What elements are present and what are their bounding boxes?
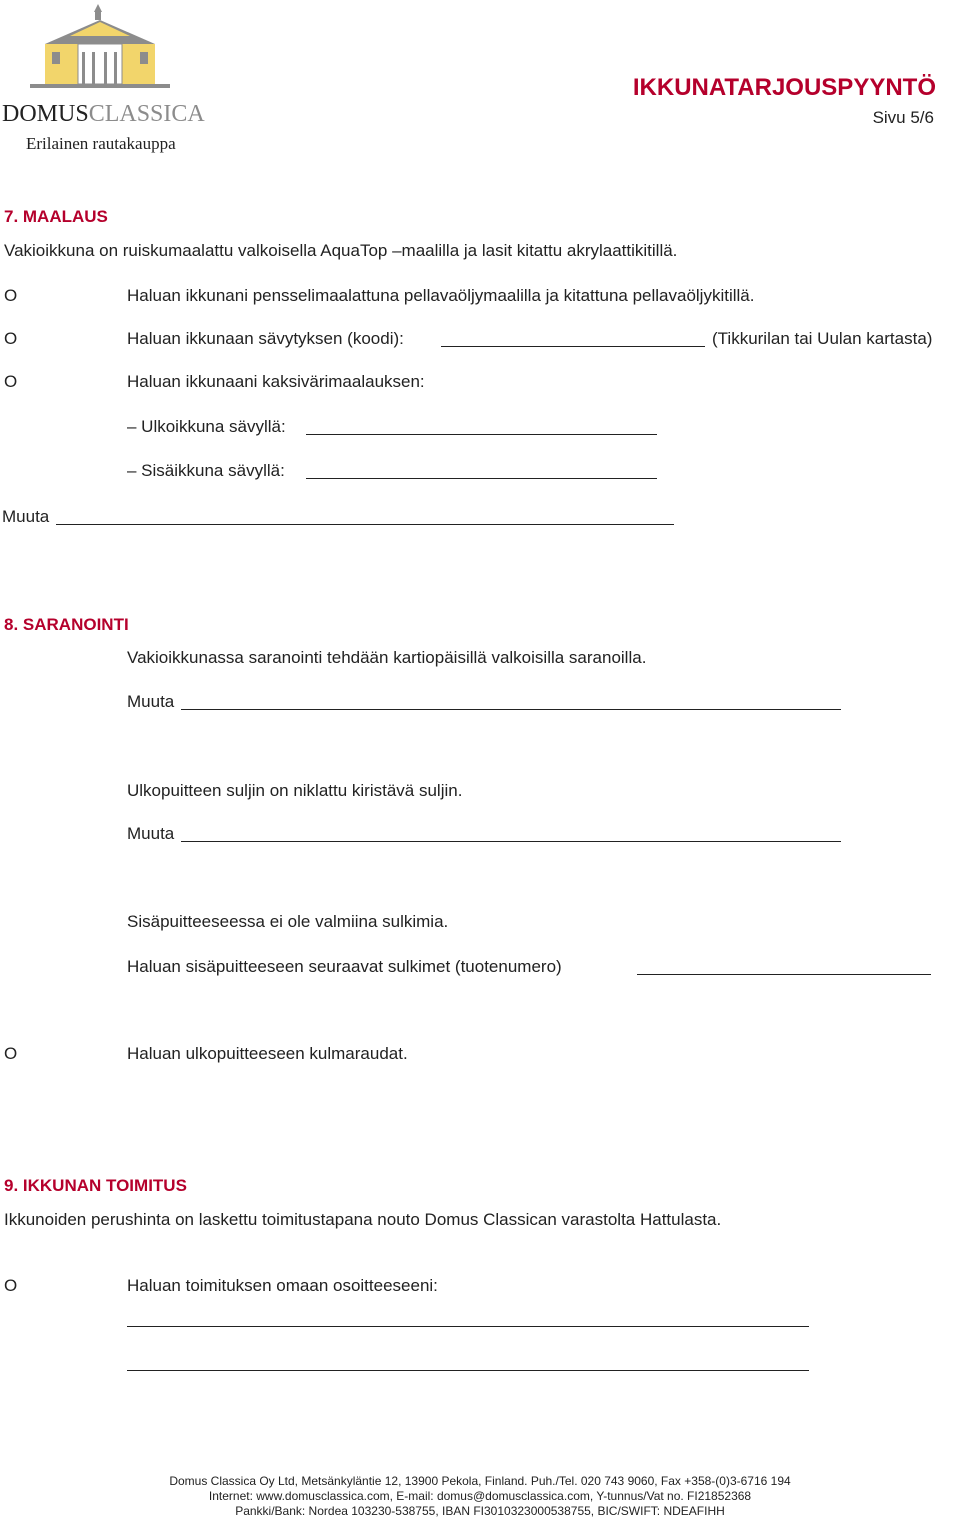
s8-other1-field[interactable] (181, 709, 841, 710)
s8-other2-field[interactable] (181, 841, 841, 842)
s7-other-field[interactable] (56, 524, 674, 525)
option-marker[interactable]: O (4, 286, 18, 305)
section-9-intro: Ikkunoiden perushinta on laskettu toimitustapana nouto Domus Classican varastolta Hattulasta. (4, 1210, 722, 1229)
s8-option-corner-irons: Haluan ulkopuitteeseen kulmaraudat. (127, 1044, 408, 1063)
option-marker[interactable]: O (4, 329, 18, 348)
page-title: IKKUNATARJOUSPYYNTÖ (632, 74, 936, 101)
s7-option-tint-label: Haluan ikkunaan sävytyksen (koodi): (127, 329, 404, 348)
s8-other1-label: Muuta (127, 692, 175, 711)
s8-text-inner-locks: Sisäpuitteeseessa ei ole valmiina sulkimia. (127, 912, 449, 931)
outer-window-label: – Ulkoikkuna sävyllä: (127, 417, 286, 436)
s8-other2-label: Muuta (127, 824, 175, 843)
building-icon (0, 0, 220, 100)
footer-company: Domus Classica Oy Ltd, Metsänkyläntie 12, 13900 Pekola, Finland. Puh./Tel. 020 743 9060, Fax +358-(0)3-6716 194 (169, 1474, 791, 1488)
option-marker[interactable]: O (4, 372, 18, 391)
option-marker[interactable]: O (4, 1044, 18, 1063)
logo-sub: CLASSICA (88, 101, 205, 127)
lock-product-number-field[interactable] (637, 974, 931, 975)
section-7-heading: 7. MAALAUS (4, 207, 108, 226)
s8-text-lock-request: Haluan sisäpuitteeseen seuraavat sulkimet (tuotenumero) (127, 957, 562, 976)
s7-option-two-color: Haluan ikkunaani kaksivärimaalauksen: (127, 372, 425, 391)
tint-code-field[interactable] (441, 346, 705, 347)
footer-contact: Internet: www.domusclassica.com, E-mail: domus@domusclassica.com, Y-tunnus/Vat no. FI21852368 (208, 1489, 752, 1503)
s8-text-hinges: Vakioikkunassa saranointi tehdään kartiopäisillä valkoisilla saranoilla. (127, 648, 647, 667)
address-line-1-field[interactable] (127, 1326, 809, 1327)
logo-main: DOMUS (2, 101, 89, 127)
s7-option-tint-note: (Tikkurilan tai Uulan kartasta) (712, 329, 933, 348)
inner-window-label: – Sisäikkuna sävyllä: (127, 461, 285, 480)
s7-other-label: Muuta (2, 507, 50, 526)
footer-bank: Pankki/Bank: Nordea 103230-538755, IBAN FI3010323000538755, BIC/SWIFT: NDEAFIHH (235, 1504, 725, 1518)
logo-tagline: Erilainen rautakauppa (26, 134, 176, 153)
outer-window-field[interactable] (306, 434, 657, 435)
option-marker[interactable]: O (4, 1276, 18, 1295)
section-8-heading: 8. SARANOINTI (4, 615, 129, 634)
s7-option-brush-paint: Haluan ikkunani pensselimaalattuna pellavaöljymaalilla ja kitattuna pellavaöljykitillä. (127, 286, 755, 305)
page-number: Sivu 5/6 (872, 108, 934, 127)
section-7-intro: Vakioikkuna on ruiskumaalattu valkoisella AquaTop –maalilla ja lasit kitattu akrylaattikitillä. (4, 241, 678, 260)
company-logo (0, 0, 220, 160)
s8-text-outer-lock: Ulkopuitteen suljin on niklattu kiristävä suljin. (127, 781, 463, 800)
section-9-heading: 9. IKKUNAN TOIMITUS (4, 1176, 187, 1195)
s9-option-delivery: Haluan toimituksen omaan osoitteeseeni: (127, 1276, 438, 1295)
inner-window-field[interactable] (306, 478, 657, 479)
address-line-2-field[interactable] (127, 1370, 809, 1371)
